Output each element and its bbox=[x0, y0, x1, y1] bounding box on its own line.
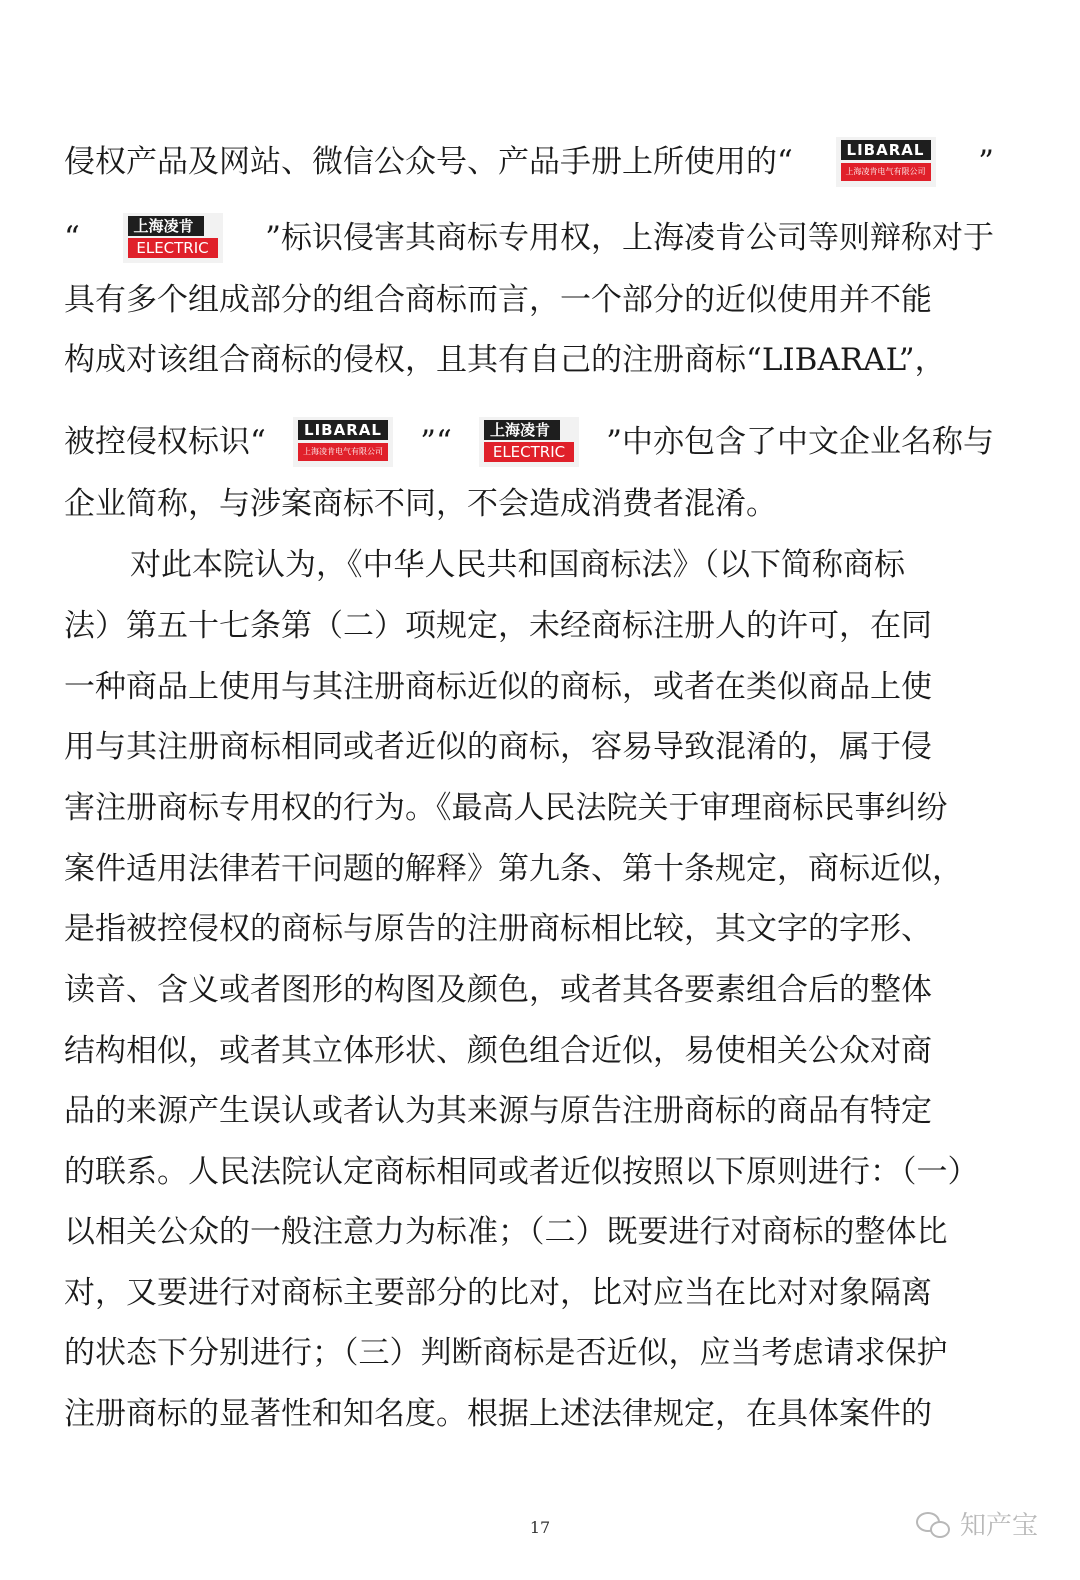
shanghai-electric-logo bbox=[479, 417, 579, 467]
wechat-watermark bbox=[916, 1505, 1038, 1542]
shanghai-electric-logo bbox=[123, 213, 223, 263]
logo-text: 上海凌肯电气有限公司 bbox=[841, 163, 931, 181]
logo-text: LIBARAL bbox=[841, 140, 931, 160]
text-segment: 法）第五十七条第（二）项规定，未经商标注册人的许可，在同 bbox=[64, 608, 932, 644]
text-line-4 bbox=[64, 338, 994, 382]
text-segment: 对，又要进行对商标主要部分的比对，比对应当在比对对象隔离 bbox=[64, 1275, 932, 1311]
text-segment: 构成对该组合商标的侵权，且其有自己的注册商标“LIBARAL”， bbox=[64, 342, 946, 378]
text-segment: 注册商标的显著性和知名度。根据上述法律规定，在具体案件的 bbox=[64, 1396, 932, 1432]
text-segment: 侵权产品及网站、微信公众号、产品手册上所使用的“ bbox=[64, 144, 793, 180]
text-line-3 bbox=[64, 278, 994, 322]
text-line-15 bbox=[64, 1029, 994, 1073]
text-line-21 bbox=[64, 1392, 994, 1436]
text-line-13 bbox=[64, 907, 994, 951]
text-segment: 品的来源产生误认或者认为其来源与原告注册商标的商品有特定 bbox=[64, 1093, 932, 1129]
text-segment: 的联系。人民法院认定商标相同或者近似按照以下原则进行：（一） bbox=[64, 1154, 979, 1190]
text-segment: 被控侵权标识“ bbox=[64, 424, 266, 460]
logo-text: ELECTRIC bbox=[128, 238, 218, 258]
wechat-icon bbox=[916, 1510, 952, 1538]
text-segment: 的状态下分别进行；（三）判断商标是否近似，应当考虑请求保护 bbox=[64, 1335, 948, 1371]
text-segment: 具有多个组成部分的组合商标而言，一个部分的近似使用并不能 bbox=[64, 282, 932, 318]
text-line-20 bbox=[64, 1331, 994, 1375]
text-segment: 以相关公众的一般注意力为标准；（二）既要进行对商标的整体比 bbox=[64, 1214, 948, 1250]
text-segment: 是指被控侵权的商标与原告的注册商标相比较，其文字的字形、 bbox=[64, 911, 932, 947]
text-line-6 bbox=[64, 482, 994, 526]
text-line-10 bbox=[64, 725, 994, 769]
text-segment: 结构相似，或者其立体形状、颜色组合近似，易使相关公众对商 bbox=[64, 1033, 932, 1069]
logo-text: 上海凌肯 bbox=[128, 216, 204, 236]
watermark-text: 知产宝 bbox=[959, 1511, 1038, 1541]
text-line-1 bbox=[64, 140, 994, 184]
text-line-5 bbox=[64, 420, 994, 464]
logo-text: 上海凌肯 bbox=[484, 420, 560, 440]
text-segment: ” bbox=[978, 144, 994, 180]
text-line-11 bbox=[64, 786, 994, 830]
text-segment: 案件适用法律若干问题的解释》第九条、第十条规定，商标近似， bbox=[64, 851, 963, 887]
libaral-logo bbox=[293, 417, 393, 467]
logo-text: 上海凌肯电气有限公司 bbox=[298, 443, 388, 461]
logo-text: ELECTRIC bbox=[484, 442, 574, 462]
page-number: 17 bbox=[529, 1518, 551, 1537]
text-segment: “ bbox=[64, 220, 80, 256]
text-line-9 bbox=[64, 665, 994, 709]
text-line-2 bbox=[64, 216, 994, 260]
text-line-17 bbox=[64, 1150, 994, 1194]
libaral-logo bbox=[836, 137, 936, 187]
text-segment: 企业简称，与涉案商标不同，不会造成消费者混淆。 bbox=[64, 486, 777, 522]
text-line-7 bbox=[130, 543, 994, 587]
text-segment: ”标识侵害其商标专用权，上海凌肯公司等则辩称对于 bbox=[265, 220, 994, 256]
text-segment: 害注册商标专用权的行为。《最高人民法院关于审理商标民事纠纷 bbox=[64, 790, 948, 826]
text-segment: 对此本院认为，《中华人民共和国商标法》（以下简称商标 bbox=[130, 547, 905, 583]
text-line-18 bbox=[64, 1210, 994, 1254]
text-segment: ”中亦包含了中文企业名称与 bbox=[606, 424, 994, 460]
text-line-19 bbox=[64, 1271, 994, 1315]
text-line-16 bbox=[64, 1089, 994, 1133]
text-segment: 一种商品上使用与其注册商标近似的商标，或者在类似商品上使 bbox=[64, 669, 932, 705]
text-line-8 bbox=[64, 604, 994, 648]
logo-text: LIBARAL bbox=[298, 420, 388, 440]
text-segment: 用与其注册商标相同或者近似的商标，容易导致混淆的，属于侵 bbox=[64, 729, 932, 765]
text-line-12 bbox=[64, 847, 994, 891]
text-segment: ”“ bbox=[420, 424, 452, 460]
text-segment: 读音、含义或者图形的构图及颜色，或者其各要素组合后的整体 bbox=[64, 972, 932, 1008]
text-line-14 bbox=[64, 968, 994, 1012]
